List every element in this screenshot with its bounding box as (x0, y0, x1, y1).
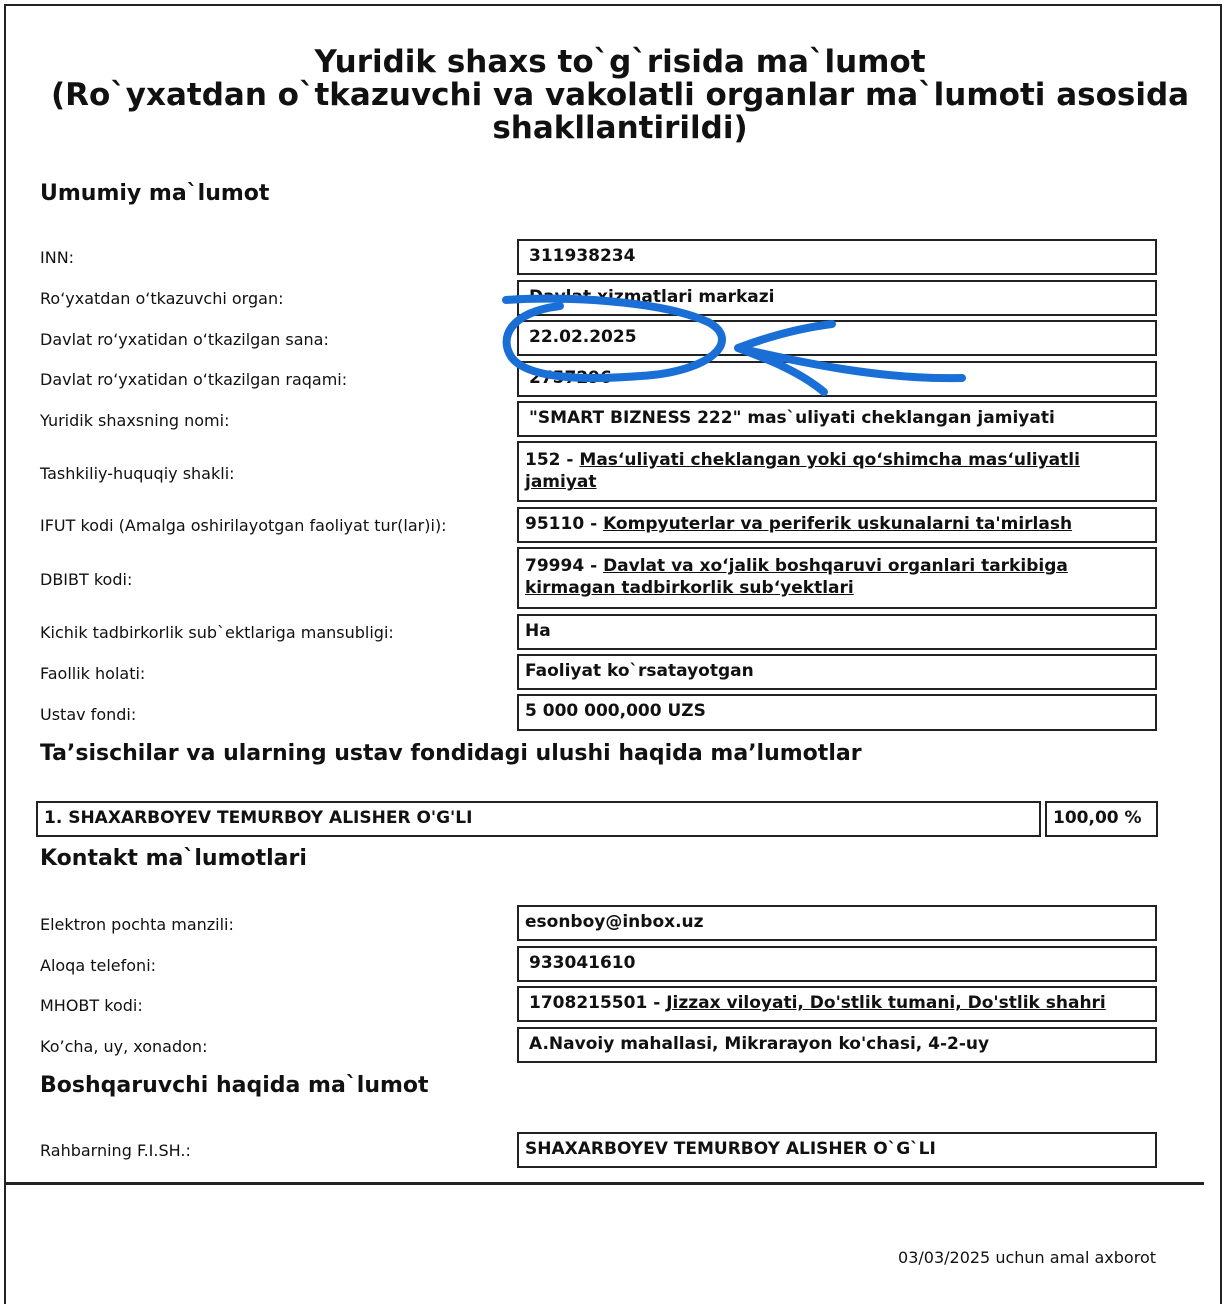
small-business-label: Kichik tadbirkorlik sub`ektlariga mansubligi: (40, 623, 394, 642)
entity-name-value: "SMART BIZNESS 222" mas`uliyati cheklangan jamiyati (517, 401, 1157, 437)
founder-name: 1. SHAXARBOYEV TEMURBOY ALISHER O'G'LI (36, 801, 1041, 837)
registrar-value: Davlat xizmatlari markazi (517, 280, 1157, 316)
title-line-2: (Ro`yxatdan o`tkazuvchi va vakolatli organlar ma`lumoti asosida (50, 77, 1190, 113)
registration-date-label: Davlat ro‘yxatidan o‘tkazilgan sana: (40, 330, 329, 349)
registrar-label: Ro‘yxatdan o‘tkazuvchi organ: (40, 289, 284, 308)
manager-value: SHAXARBOYEV TEMURBOY ALISHER O`G`LI (517, 1132, 1157, 1168)
legal-form-link[interactable]: Mas‘uliyati cheklangan yoki qo‘shimcha mas‘uliyatli jamiyat (525, 450, 1080, 492)
dbibt-label: DBIBT kodi: (40, 570, 133, 589)
mhobt-link[interactable]: Jizzax viloyati, Do'stlik tumani, Do'stlik shahri (666, 993, 1106, 1013)
activity-status-label: Faollik holati: (40, 664, 146, 683)
email-value: esonboy@inbox.uz (517, 905, 1157, 941)
dbibt-code: 79994 (525, 556, 585, 576)
founder-share: 100,00 % (1045, 801, 1158, 837)
dbibt-value: 79994 - Davlat va xo‘jalik boshqaruvi organlari tarkibiga kirmagan tadbirkorlik sub‘yektlari (517, 547, 1157, 609)
legal-form-code: 152 (525, 450, 561, 470)
ifut-label: IFUT kodi (Amalga oshirilayotgan faoliyat tur(lar)i): (40, 516, 447, 535)
document-title (40, 46, 1200, 145)
contacts-section-heading: Kontakt ma`lumotlari (40, 846, 307, 871)
inn-label: INN: (40, 248, 75, 267)
address-label: Ko’cha, uy, xonadon: (40, 1037, 208, 1056)
small-business-value: Ha (517, 614, 1157, 650)
general-section-heading: Umumiy ma`lumot (40, 181, 270, 206)
title-line-1: Yuridik shaxs to`g`risida ma`lumot (314, 44, 926, 80)
entity-name-label: Yuridik shaxsning nomi: (40, 411, 230, 430)
ifut-link[interactable]: Kompyuterlar va periferik uskunalarni ta'mirlash (603, 514, 1073, 534)
phone-label: Aloqa telefoni: (40, 956, 157, 975)
legal-form-label: Tashkiliy-huquqiy shakli: (40, 464, 235, 483)
mhobt-code: 1708215501 (529, 993, 648, 1013)
registration-date-value: 22.02.2025 (517, 320, 1157, 356)
founders-section-heading: Ta’sischilar va ularning ustav fondidagi ulushi haqida ma’lumotlar (40, 741, 862, 766)
mhobt-value: 1708215501 - Jizzax viloyati, Do'stlik tumani, Do'stlik shahri (517, 986, 1157, 1022)
charter-fund-label: Ustav fondi: (40, 705, 137, 724)
mhobt-label: MHOBT kodi: (40, 996, 143, 1015)
charter-fund-value: 5 000 000,000 UZS (517, 694, 1157, 731)
manager-section-heading: Boshqaruvchi haqida ma`lumot (40, 1073, 429, 1098)
email-label: Elektron pochta manzili: (40, 915, 234, 934)
address-value: A.Navoiy mahallasi, Mikrarayon ko'chasi, 4-2-uy (517, 1027, 1157, 1063)
footer-note: 03/03/2025 uchun amal axborot (898, 1248, 1156, 1267)
footer-divider (4, 1182, 1204, 1185)
phone-value: 933041610 (517, 946, 1157, 982)
registration-number-label: Davlat ro‘yxatidan o‘tkazilgan raqami: (40, 370, 348, 389)
ifut-value: 95110 - Kompyuterlar va periferik uskunalarni ta'mirlash (517, 507, 1157, 543)
legal-form-value: 152 - Mas‘uliyati cheklangan yoki qo‘shimcha mas‘uliyatli jamiyat (517, 441, 1157, 502)
dbibt-link[interactable]: Davlat va xo‘jalik boshqaruvi organlari tarkibiga kirmagan tadbirkorlik sub‘yektlari (525, 556, 1068, 598)
inn-value: 311938234 (517, 239, 1157, 275)
manager-label: Rahbarning F.I.SH.: (40, 1141, 191, 1160)
registration-number-value: 2757296 (517, 361, 1157, 397)
activity-status-value: Faoliyat ko`rsatayotgan (517, 654, 1157, 690)
title-line-3: shakllantirildi) (492, 110, 748, 146)
ifut-code: 95110 (525, 514, 585, 534)
